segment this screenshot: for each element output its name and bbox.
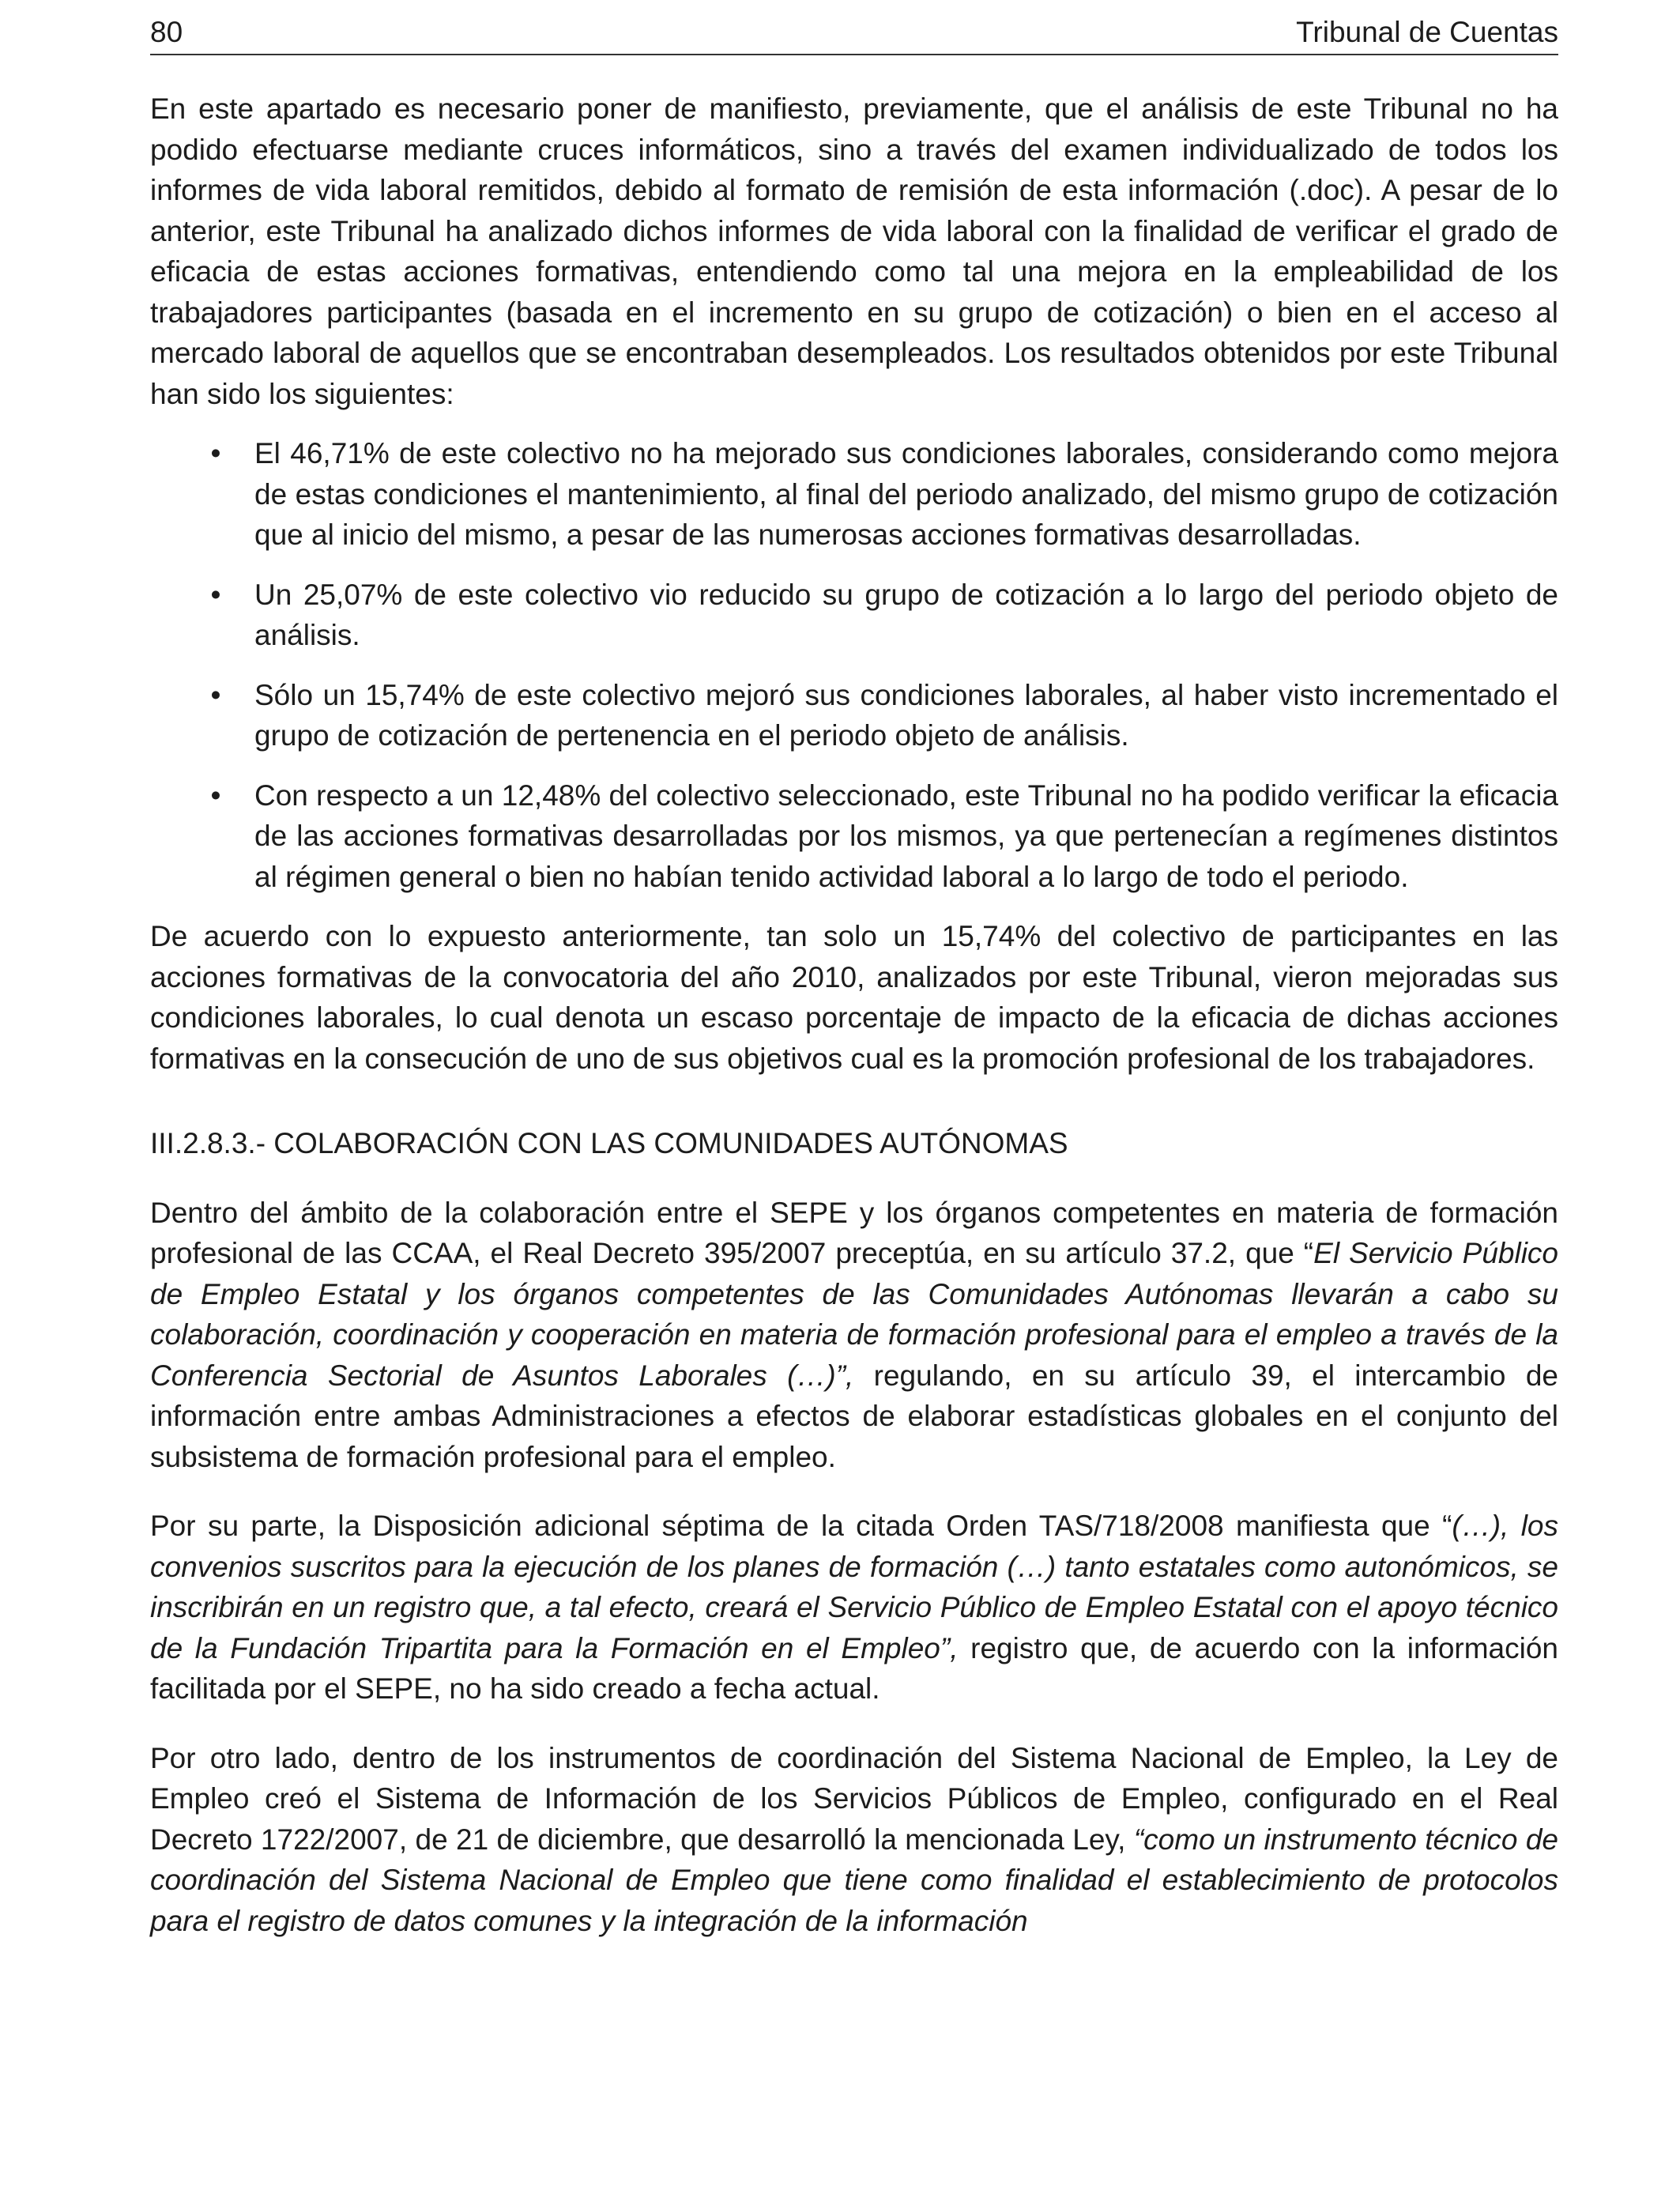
- paragraph-text: Por otro lado, dentro de los instrumentos de coordinación del Sistema Nacional de Empleo, la Ley de Empleo creó el Sistema de Información de los Servicios Públicos de Empleo, configurado en el Real Decreto 1722/2007, de 21 de diciembre, que desarrolló la mencionada Ley,: [150, 1741, 1558, 1856]
- bullet-icon: •: [210, 578, 221, 611]
- bullet-icon: •: [210, 437, 221, 469]
- legal-quote: “como un instrumento técnico de coordinación del Sistema Nacional de Empleo que tiene como finalidad el establecimiento de protocolos para el registro de datos comunes y la integración de la información: [150, 1823, 1558, 1937]
- bullet-icon: •: [210, 778, 221, 812]
- publisher-name: Tribunal de Cuentas: [1296, 16, 1558, 48]
- ccaa-collaboration-paragraph: [150, 1193, 1558, 1478]
- list-item-text: El 46,71% de este colectivo no ha mejorado sus condiciones laborales, considerando como mejora de estas condiciones el mantenimiento, al final del periodo analizado, del mismo grupo de cotización que al inicio del mismo, a pesar de las numerosas acciones formativas desarrolladas.: [254, 437, 1558, 551]
- paragraph-text: Por su parte, la Disposición adicional séptima de la citada Orden TAS/718/2008 manifiesta que “: [150, 1510, 1452, 1542]
- bullet-icon: •: [210, 678, 221, 711]
- list-item-text: Sólo un 15,74% de este colectivo mejoró sus condiciones laborales, al haber visto incrementado el grupo de cotización de pertenencia en el periodo objeto de análisis.: [254, 678, 1558, 752]
- document-body: [150, 89, 1558, 1941]
- legal-quote: (…), los convenios suscritos para la ejecución de los planes de formación (…) tanto estatales como autonómicos, se inscribirán en un registro que, a tal efecto, creará el Servicio Público de Empleo Estatal con el apoyo técnico de la Fundación Tripartita para la Formación en el Empleo”,: [150, 1510, 1558, 1664]
- paragraph-text: regulando, en su artículo 39, el intercambio de información entre ambas Administraciones a efectos de elaborar estadísticas globales en el conjunto del subsistema de formación profesional para el empleo.: [150, 1359, 1558, 1473]
- list-item: [150, 675, 1558, 756]
- list-item-text: Un 25,07% de este colectivo vio reducido su grupo de cotización a lo largo del periodo objeto de análisis.: [254, 578, 1558, 651]
- conclusion-paragraph: De acuerdo con lo expuesto anteriormente, tan solo un 15,74% del colectivo de participantes en las acciones formativas de la convocatoria del año 2010, analizados por este Tribunal, vieron mejoradas sus condiciones laborales, lo cual denota un escaso porcentaje de impacto de la eficacia de dichas acciones formativas en la consecución de uno de sus objetivos cual es la promoción profesional de los trabajadores.: [150, 920, 1558, 1075]
- registry-paragraph: [150, 1506, 1558, 1710]
- list-item: [150, 433, 1558, 556]
- paragraph-text: registro que, de acuerdo con la información facilitada por el SEPE, no ha sido creado a fecha actual.: [150, 1631, 1559, 1705]
- page-number: 80: [150, 16, 183, 48]
- list-item: [150, 775, 1558, 898]
- legal-quote: El Servicio Público de Empleo Estatal y los órganos competentes de las Comunidades Autónomas llevarán a cabo su colaboración, coordinación y cooperación en materia de formación profesional para el empleo a través de la Conferencia Sectorial de Asuntos Laborales (…)”,: [150, 1237, 1558, 1392]
- list-item-text: Con respecto a un 12,48% del colectivo seleccionado, este Tribunal no ha podido verificar la eficacia de las acciones formativas desarrolladas por los mismos, ya que pertenecían a regímenes distintos al régimen general o bien no habían tenido actividad laboral a lo largo de todo el periodo.: [254, 778, 1558, 893]
- results-list: [150, 433, 1558, 897]
- section-heading: III.2.8.3.- COLABORACIÓN CON LAS COMUNIDADES AUTÓNOMAS: [150, 1127, 1068, 1159]
- list-item: [150, 575, 1558, 656]
- information-system-paragraph: [150, 1738, 1558, 1942]
- page-header: [150, 11, 1558, 55]
- paragraph-text: Dentro del ámbito de la colaboración entre el SEPE y los órganos competentes en materia de formación profesional de las CCAA, el Real Decreto 395/2007 preceptúa, en su artículo 37.2, que “: [150, 1196, 1558, 1269]
- intro-paragraph: En este apartado es necesario poner de manifiesto, previamente, que el análisis de este Tribunal no ha podido efectuarse mediante cruces informáticos, sino a través del examen individualizado de todos los informes de vida laboral remitidos, debido al formato de remisión de esta información (.doc). A pesar de lo anterior, este Tribunal ha analizado dichos informes de vida laboral con la finalidad de verificar el grado de eficacia de estas acciones formativas, entendiendo como tal una mejora en la empleabilidad de los trabajadores participantes (basada en el incremento en su grupo de cotización) o bien en el acceso al mercado laboral de aquellos que se encontraban desempleados. Los resultados obtenidos por este Tribunal han sido los siguientes:: [150, 92, 1558, 410]
